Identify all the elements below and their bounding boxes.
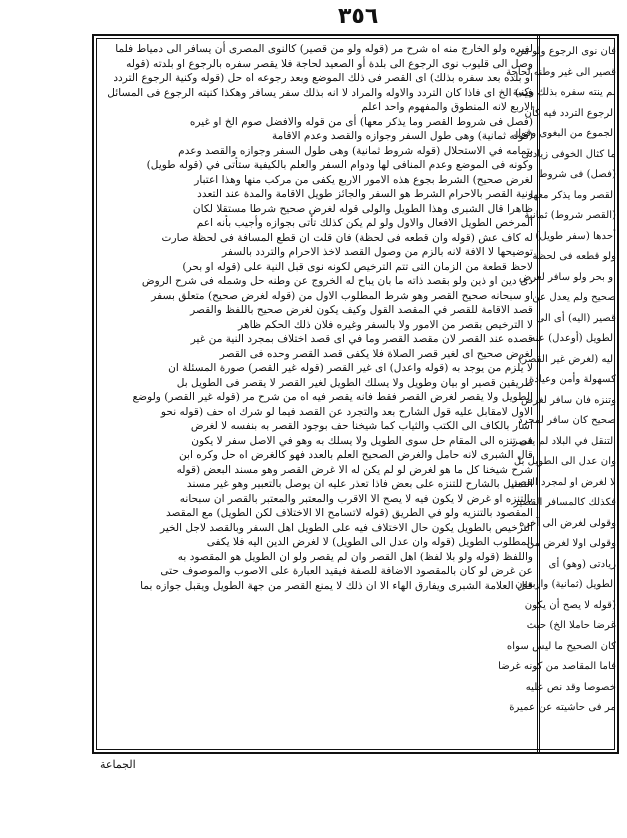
commentary-line: او بلده بعد سفره بذلك) اى القصر فى ذلك الموضع وبعد رجوعه اه حل (قوله وكنية الرجوع التردد	[113, 72, 533, 84]
margin-line: القصر وما يذكر معها	[530, 189, 616, 201]
margin-line: الجموع من البغوى وقول	[513, 128, 616, 139]
margin-line: كسهولة وأمن وعيادة	[529, 374, 616, 385]
margin-line: ولو قطعه فى لحظة	[532, 251, 616, 262]
margin-line: وقولى لغرض الى آخره	[519, 517, 616, 529]
catchword: الجماعة	[100, 758, 136, 771]
commentary-line: له كاف عش (قوله وان قطعه فى لحظة) فان قلت ان قطع المسافة فى لحظة صارت	[161, 231, 533, 244]
commentary-line: لا الترخيص بقصر من الامور ولا بالسفر وغيره فلان ذلك الحكم ظاهر	[238, 318, 533, 331]
margin-line: أحدها (سفر طويل)	[535, 230, 616, 242]
commentary-line: توضيحها لا الافة لانه بالزم من وصول القصد لاخذ الاحرام والتردد بالسفر	[221, 246, 533, 258]
margin-line: قصير الى غير وطنه لحاجة	[506, 66, 616, 78]
commentary-line: بالتنزه او غرض لا يكون فيه لا يصح الا الاقرب والمعتبر والمعتبر بالقصر ان سبحانه	[179, 492, 533, 505]
commentary-line: الاربع لانه المنطوق والمفهوم واحد اعلم	[361, 101, 533, 113]
margin-matn-column	[498, 42, 616, 746]
commentary-line: قصده عند القصر لان مقصد القصر وما في اى قصد اختلاف بمجرد النية من غير	[190, 333, 533, 345]
commentary-line: لغرض صحيح) الشرط بجوع هذه الامور الاربع يكفى من مركب منها وهذا اعتبار	[194, 173, 533, 186]
margin-line: (فصل) فى شروط	[538, 169, 616, 180]
margin-line: اليه (لغرض غير القصر)	[518, 353, 616, 365]
margin-line: كان الصحيح ما ليس سواه	[506, 640, 616, 652]
margin-line: (قوله لا يصح أن يكون	[524, 599, 616, 611]
commentary-line: المطلوب الطويل (قوله وان عدل الى الطويل) لا لغرض الدين اليه فلا يكفى	[206, 536, 533, 548]
commentary-line: اشار بالكاف الى الكتب والثياب كما شيخنا حف بوجود القصر به بنفسه لا لغرض	[190, 420, 533, 432]
commentary-line: شرح شيخنا كل ما هو لغرض لو لم يكن له الا غرض القصر وهو مسند البعض (قوله	[176, 463, 533, 476]
margin-line: التنقل في البلاد لم يقصر	[512, 435, 616, 447]
commentary-line: بتمامه في الاستحلال (قوله شروط ثمانية) وهى طول السفر وجوازه والقصد وعدم	[178, 144, 533, 157]
margin-line: او بحر ولو سافر لغرض	[518, 271, 616, 283]
margin-line: خصوصا وقد نص عليه	[525, 681, 616, 693]
commentary-line: لاحظ قطعة من الزمان التى تتم الترخيص لكونه نوى قبل النية على (قوله او بحر)	[182, 260, 533, 273]
commentary-line: واللفظ (قوله ولو بلا لفظ) اهل القصر وان لم يقصر ولو ان الطويل هو المقصود به	[177, 550, 533, 563]
margin-line: الطويل (ثمانية) واربعون	[515, 579, 616, 590]
margin-line: فاما المقاصد من كونه غرضا	[498, 661, 616, 672]
margin-line: وتنزه فان سافر لغرض	[520, 394, 616, 406]
margin-line: صحيح ولم يعدل عن	[532, 292, 616, 303]
commentary-line: فى تنزه الى المقام حل سوى الطويل ولا يسلك به وهو في الاصل سفر لا يكون	[191, 434, 533, 447]
commentary-line: وكونه فى الموضع وعدم المنافى لها ودوام السفر والعلم بالكيفية ستأتى في (قوله طويل)	[146, 159, 533, 171]
margin-line: (القصر شروط) ثمانية	[524, 210, 616, 221]
commentary-line: الاول لامقابل عليه قول الشارح بعد والتجرد عن القصد فيما لو شرك اه حف (قوله نحو	[160, 405, 533, 418]
commentary-line: لغرض صحيح اى لغير قصر الصلاة فلا يكفى قصد القصر وحده فى القصر	[219, 347, 533, 360]
page-number: ٣٥٦	[338, 4, 379, 29]
commentary-line: قصد الاقامة للقصر في المقصد القول وكيف يكون لغرض صحيح باللفظ والقصر	[190, 304, 533, 316]
margin-line: صحيح كان سافر لمجرد	[518, 415, 616, 426]
margin-line: مر فى حاشيته عن عميرة	[509, 702, 616, 713]
commentary-line: لا يلزم من يوجد به (قوله واعدل) اى غير القصر (قوله غير القصر) صورة المسئلة ان	[168, 362, 533, 374]
margin-line: وقولى اولا لغرض من	[526, 538, 616, 549]
margin-line: ما كثال الخوفى زيادتى	[521, 148, 616, 160]
commentary-line: (قوله ثمانية) وهى طول السفر وجوازه والقصد وعدم الاقامة	[271, 130, 533, 142]
margin-line: وان عدل الى الطويل بل	[513, 456, 616, 467]
commentary-line: الطويل ولا يقصر لغرض القصر فقط فانه يقصر فيه اه من شرح مر (قوله غير القصر) ولوضع	[132, 391, 533, 403]
margin-line: الطويل (أوعدل) عنه	[530, 333, 616, 344]
commentary-line: المرخص الطويل الافعال والاول ولو لم يكن كذلك تأتى بجوازه وأجيب بأنه اعم	[196, 217, 533, 229]
commentary-line: المقصود بالتنزيه ولو في الطريق (قوله لاتسامح الا الاختلاف لكن الطويل) مع المقصد	[166, 507, 533, 519]
commentary-line: (فصل فى شروط القصر وما يذكر معها) أى من قوله والافضل صوم الخ او غيره	[189, 115, 533, 128]
margin-line: لم ينته سفره بذلك وكنية	[512, 87, 616, 98]
commentary-line: التمثيل بالشارح للتنزه على بعض فاذا تعذر عليه ان يوصل بالتعبير وهو غير مسند	[186, 478, 533, 490]
commentary-line: وصل الى قليوب نوى الرجوع الى بلدة أو الصعيد لحاجة فلا يقصر سفره بالرجوع او بلدته (قوله	[126, 57, 533, 70]
commentary-line: قال الشبرى لانه حامل والغرض الصحيح العلم بالعدد فهو كالغرض اه حل وكره ابن	[178, 449, 533, 461]
margin-line: غرضا حاملا الخ) حيث	[526, 620, 616, 631]
commentary-line: لغيره ولو الخارج منه اه شرح مر (قوله ولو من قصير) كالنوى المصرى أن يسافر الى دمياط فلما	[115, 43, 533, 55]
margin-line: فكذلك كالمسافر القصير	[513, 497, 616, 508]
commentary-line: طريقين قصير او بيان وطويل ولا يسلك الطويل لغير القصر لا يقصر فى الطويل بل	[176, 376, 533, 389]
commentary-line: ذى دين او ذين ولو بقصد ذاته ما بان يباح له الخروج عن وطنه حل وشمله فى شرح الروض	[141, 275, 533, 287]
commentary-line: ونية القصر بالاحرام الشرط هو السفر والجائز طويل الاقامة والمدة عند التعدد	[197, 188, 533, 200]
commentary-line: عن غرض لو كان بالمقصود الاضافة للصفة فيقيد العبارة على الاصوب والموصوف حتى	[160, 565, 533, 577]
margin-line: زيادتى (وهو) أى	[548, 558, 616, 570]
commentary-line: قال العلامة الشبرى ويفارق الهاء الا ان ذلك لا يمنع القصر من جهة الطويل ويقبل جوازه بما	[140, 579, 533, 592]
commentary-line: فيه) الخ اى فاذا كان التردد والاوله والمراد لا انه بذلك سفر يسافر وهكذا كنيته الرجوع فى المسائل	[107, 86, 533, 99]
margin-line: الرجوع التردد فيه كأن	[524, 107, 616, 119]
margin-line: لا لغرض او لمجرد القصر	[512, 476, 616, 488]
commentary-line: او سبحانه صحيح القصر وهو شرط المطلوب الاول من (قوله لغرض صحيح) متعلق بسفر	[151, 289, 533, 302]
margin-line: قصير (اليه) أى الى	[536, 312, 616, 324]
commentary-line: الترخيص بالطويل يكون حال الاختلاف فيه على الطويل اهل السفر وبالقصد لاجل الخير	[159, 521, 533, 534]
margin-line: فان نوى الرجوع ولو من	[515, 46, 616, 57]
commentary-column	[100, 42, 533, 746]
commentary-line: ظاهرا قال الشبرى وهذا الطويل والولى قوله لغرض صحيح شرطا مستقلا لكان	[192, 202, 533, 215]
